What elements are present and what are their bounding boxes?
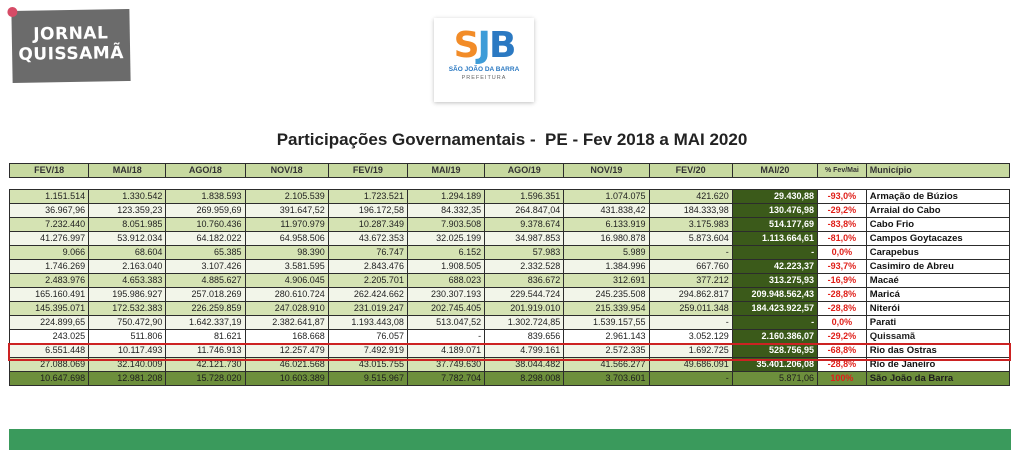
table-cell: 7.903.508	[407, 218, 484, 232]
table-cell: 9.515.967	[328, 372, 407, 386]
column-header: Município	[866, 164, 1009, 178]
table-cell: 12.981.208	[89, 372, 166, 386]
municipality-cell: Arraial do Cabo	[866, 204, 1009, 218]
table-cell: 123.359,23	[89, 204, 166, 218]
table-cell: 2.105.539	[245, 190, 328, 204]
table-cell: 8.298.008	[485, 372, 564, 386]
table-cell: 257.018.269	[166, 288, 245, 302]
mai20-cell: 209.948.562,43	[732, 288, 817, 302]
table-cell: 1.302.724,85	[485, 316, 564, 330]
municipality-cell: Parati	[866, 316, 1009, 330]
table-cell: 98.390	[245, 246, 328, 260]
table-cell: 76.747	[328, 246, 407, 260]
table-cell: 2.163.040	[89, 260, 166, 274]
data-table	[9, 189, 1010, 386]
municipality-cell: Carapebus	[866, 246, 1009, 260]
table-cell: 511.806	[89, 330, 166, 344]
mai20-cell: 528.756,95	[732, 344, 817, 358]
table-cell: 168.668	[245, 330, 328, 344]
table-cell: 1.642.337,19	[166, 316, 245, 330]
table-cell: 3.052.129	[649, 330, 732, 344]
table-cell: 10.760.436	[166, 218, 245, 232]
municipality-cell: Rio de Janeiro	[866, 358, 1009, 372]
table-cell: 4.885.627	[166, 274, 245, 288]
table-row	[10, 372, 1010, 386]
table-cell: 10.117.493	[89, 344, 166, 358]
table-cell: 259.011.348	[649, 302, 732, 316]
table-cell: 5.989	[564, 246, 649, 260]
percent-change-cell: -28,8%	[818, 288, 867, 302]
table-cell: 41.566.277	[564, 358, 649, 372]
table-cell: 1.151.514	[10, 190, 89, 204]
percent-change-cell: 0,0%	[818, 246, 867, 260]
percent-change-cell: 0,0%	[818, 316, 867, 330]
municipality-cell: Maricá	[866, 288, 1009, 302]
column-header: MAI/18	[89, 164, 166, 178]
table-cell: 202.745.405	[407, 302, 484, 316]
table-cell: 1.746.269	[10, 260, 89, 274]
table-cell: 15.728.020	[166, 372, 245, 386]
table-cell: 377.212	[649, 274, 732, 288]
table-cell: 64.958.506	[245, 232, 328, 246]
column-header: % Fev/Mai	[818, 164, 867, 178]
mai20-cell: 130.476,98	[732, 204, 817, 218]
table-cell: -	[649, 246, 732, 260]
municipality-cell: Casimiro de Abreu	[866, 260, 1009, 274]
mai20-cell: 42.223,37	[732, 260, 817, 274]
table-cell: 2.382.641,87	[245, 316, 328, 330]
table-cell: 391.647,52	[245, 204, 328, 218]
mai20-cell: 29.430,88	[732, 190, 817, 204]
table-row	[10, 358, 1010, 372]
municipality-cell: Campos Goytacazes	[866, 232, 1009, 246]
municipality-cell: Quissamã	[866, 330, 1009, 344]
table-cell: 7.232.440	[10, 218, 89, 232]
percent-change-cell: -28,8%	[818, 358, 867, 372]
column-header: FEV/20	[649, 164, 732, 178]
table-cell: 1.294.189	[407, 190, 484, 204]
table-cell: 7.782.704	[407, 372, 484, 386]
table-cell: 65.385	[166, 246, 245, 260]
percent-change-cell: -16,9%	[818, 274, 867, 288]
percent-change-cell: -93,0%	[818, 190, 867, 204]
table-cell: 4.189.071	[407, 344, 484, 358]
table-cell: 2.205.701	[328, 274, 407, 288]
table-cell: -	[649, 316, 732, 330]
municipality-cell: Macaé	[866, 274, 1009, 288]
table-cell: 12.257.479	[245, 344, 328, 358]
table-cell: -	[407, 330, 484, 344]
sjb-name: SÃO JOÃO DA BARRA	[448, 66, 520, 73]
table-cell: 1.908.505	[407, 260, 484, 274]
mai20-cell: -	[732, 246, 817, 260]
table-cell: 230.307.193	[407, 288, 484, 302]
municipality-cell: Niterói	[866, 302, 1009, 316]
mai20-cell: 1.113.664,61	[732, 232, 817, 246]
table-cell: 243.025	[10, 330, 89, 344]
table-cell: 9.066	[10, 246, 89, 260]
table-cell: 81.621	[166, 330, 245, 344]
table-cell: 421.620	[649, 190, 732, 204]
mai20-cell: 35.401.206,08	[732, 358, 817, 372]
table-cell: 2.843.476	[328, 260, 407, 274]
table-row	[10, 204, 1010, 218]
table-cell: 750.472,90	[89, 316, 166, 330]
sjb-letter-j: J	[477, 25, 489, 66]
column-header: AGO/18	[166, 164, 245, 178]
table-cell: 32.140.009	[89, 358, 166, 372]
column-header: FEV/18	[10, 164, 89, 178]
table-cell: 16.980.878	[564, 232, 649, 246]
percent-change-cell: -81,0%	[818, 232, 867, 246]
table-cell: 1.723.521	[328, 190, 407, 204]
table-cell: 38.044.482	[485, 358, 564, 372]
table-cell: 11.970.979	[245, 218, 328, 232]
table-cell: 9.378.674	[485, 218, 564, 232]
percent-change-cell: -28,8%	[818, 302, 867, 316]
table-row	[10, 260, 1010, 274]
table-cell: 4.653.383	[89, 274, 166, 288]
table-cell: 10.287.349	[328, 218, 407, 232]
table-cell: 184.333,98	[649, 204, 732, 218]
table-cell: 1.539.157,55	[564, 316, 649, 330]
table-cell: 229.544.724	[485, 288, 564, 302]
table-cell: 53.912.034	[89, 232, 166, 246]
table-cell: 2.961.143	[564, 330, 649, 344]
table-cell: 64.182.022	[166, 232, 245, 246]
table-cell: 245.235.508	[564, 288, 649, 302]
column-header: MAI/20	[732, 164, 817, 178]
mai20-cell: 514.177,69	[732, 218, 817, 232]
table-cell: 836.672	[485, 274, 564, 288]
table-cell: 839.656	[485, 330, 564, 344]
table-cell: 4.906.045	[245, 274, 328, 288]
table-cell: 145.395.071	[10, 302, 89, 316]
table-cell: 76.057	[328, 330, 407, 344]
table-row	[10, 316, 1010, 330]
table-cell: 667.760	[649, 260, 732, 274]
municipality-cell: São João da Barra	[866, 372, 1009, 386]
table-cell: 1.330.542	[89, 190, 166, 204]
table-cell: 201.919.010	[485, 302, 564, 316]
table-row	[10, 330, 1010, 344]
pin-icon	[7, 7, 17, 17]
column-header: NOV/19	[564, 164, 649, 178]
column-header: NOV/18	[245, 164, 328, 178]
table-cell: 11.746.913	[166, 344, 245, 358]
table-cell: 84.332,35	[407, 204, 484, 218]
table-cell: 226.259.859	[166, 302, 245, 316]
percent-change-cell: 100%	[818, 372, 867, 386]
sjb-mark	[434, 26, 534, 66]
table-cell: 3.175.983	[649, 218, 732, 232]
mai20-cell: -	[732, 316, 817, 330]
table-cell: 312.691	[564, 274, 649, 288]
table-cell: 165.160.491	[10, 288, 89, 302]
mai20-cell: 184.423.922,57	[732, 302, 817, 316]
table-cell: 196.172,58	[328, 204, 407, 218]
footer-green-bar	[9, 429, 1011, 450]
table-cell: 1.692.725	[649, 344, 732, 358]
table-cell: 1.596.351	[485, 190, 564, 204]
table-cell: 41.276.997	[10, 232, 89, 246]
table-cell: 27.088.069	[10, 358, 89, 372]
municipality-cell: Armação de Búzios	[866, 190, 1009, 204]
table-cell: 195.986.927	[89, 288, 166, 302]
table-cell: 1.838.593	[166, 190, 245, 204]
table-cell: 5.873.604	[649, 232, 732, 246]
column-header: AGO/19	[485, 164, 564, 178]
sjb-letter-b: B	[488, 25, 515, 66]
page-title: Participações Governamentais - PE - Fev 2018 a MAI 2020	[276, 130, 748, 149]
table-cell: 43.015.755	[328, 358, 407, 372]
table-cell: 513.047,52	[407, 316, 484, 330]
table-cell: 6.152	[407, 246, 484, 260]
table-cell: 688.023	[407, 274, 484, 288]
table-cell: 8.051.985	[89, 218, 166, 232]
mai20-cell: 5.871,06	[732, 372, 817, 386]
table-cell: 3.107.426	[166, 260, 245, 274]
table-cell: 37.749.630	[407, 358, 484, 372]
table-cell: 1.074.075	[564, 190, 649, 204]
table-cell: 6.133.919	[564, 218, 649, 232]
mai20-cell: 2.160.386,07	[732, 330, 817, 344]
percent-change-cell: -29,2%	[818, 330, 867, 344]
percent-change-cell: -68,8%	[818, 344, 867, 358]
table-cell: 4.799.161	[485, 344, 564, 358]
percent-change-cell: -83,8%	[818, 218, 867, 232]
table-cell: 280.610.724	[245, 288, 328, 302]
table-row	[10, 344, 1010, 358]
table-cell: 7.492.919	[328, 344, 407, 358]
jornal-logo-line2: QUISSAMÃ	[18, 43, 125, 65]
column-header: MAI/19	[407, 164, 484, 178]
table-row	[10, 274, 1010, 288]
table-cell: 10.647.698	[10, 372, 89, 386]
table-cell: 3.703.601	[564, 372, 649, 386]
table-cell: 264.847,04	[485, 204, 564, 218]
table-cell: 57.983	[485, 246, 564, 260]
table-cell: 231.019.247	[328, 302, 407, 316]
sjb-prefeitura-logo	[434, 18, 534, 102]
table-cell: 224.899,65	[10, 316, 89, 330]
table-cell: 46.021.568	[245, 358, 328, 372]
mai20-cell: 313.275,93	[732, 274, 817, 288]
percent-change-cell: -29,2%	[818, 204, 867, 218]
percent-change-cell: -93,7%	[818, 260, 867, 274]
table-cell: -	[649, 372, 732, 386]
table-cell: 36.967,96	[10, 204, 89, 218]
table-row	[10, 232, 1010, 246]
table-cell: 2.483.976	[10, 274, 89, 288]
table-row	[10, 218, 1010, 232]
table-cell: 34.987.853	[485, 232, 564, 246]
jornal-logo-line1: JORNAL	[33, 23, 109, 45]
municipality-cell: Cabo Frio	[866, 218, 1009, 232]
table-cell: 2.572.335	[564, 344, 649, 358]
table-cell: 172.532.383	[89, 302, 166, 316]
column-header: FEV/19	[328, 164, 407, 178]
table-cell: 247.028.910	[245, 302, 328, 316]
table-cell: 42.121.730	[166, 358, 245, 372]
table-cell: 262.424.662	[328, 288, 407, 302]
table-cell: 2.332.528	[485, 260, 564, 274]
table-row	[10, 288, 1010, 302]
table-cell: 6.551.448	[10, 344, 89, 358]
table-cell: 269.959,69	[166, 204, 245, 218]
table-cell: 1.384.996	[564, 260, 649, 274]
table-cell: 10.603.389	[245, 372, 328, 386]
municipality-cell: Rio das Ostras	[866, 344, 1009, 358]
header-row	[10, 164, 1010, 178]
table-cell: 215.339.954	[564, 302, 649, 316]
table-cell: 3.581.595	[245, 260, 328, 274]
table-cell: 294.862.817	[649, 288, 732, 302]
table-row	[10, 246, 1010, 260]
table-cell: 43.672.353	[328, 232, 407, 246]
table-header	[9, 163, 1010, 178]
jornal-quissama-logo	[11, 9, 130, 83]
table-cell: 49.686.091	[649, 358, 732, 372]
sjb-subtitle: PREFEITURA	[461, 75, 507, 81]
table-cell: 32.025.199	[407, 232, 484, 246]
sjb-letter-s: S	[453, 25, 478, 66]
table-cell: 68.604	[89, 246, 166, 260]
table-row	[10, 302, 1010, 316]
table-cell: 431.838,42	[564, 204, 649, 218]
table-row	[10, 190, 1010, 204]
table-cell: 1.193.443,08	[328, 316, 407, 330]
